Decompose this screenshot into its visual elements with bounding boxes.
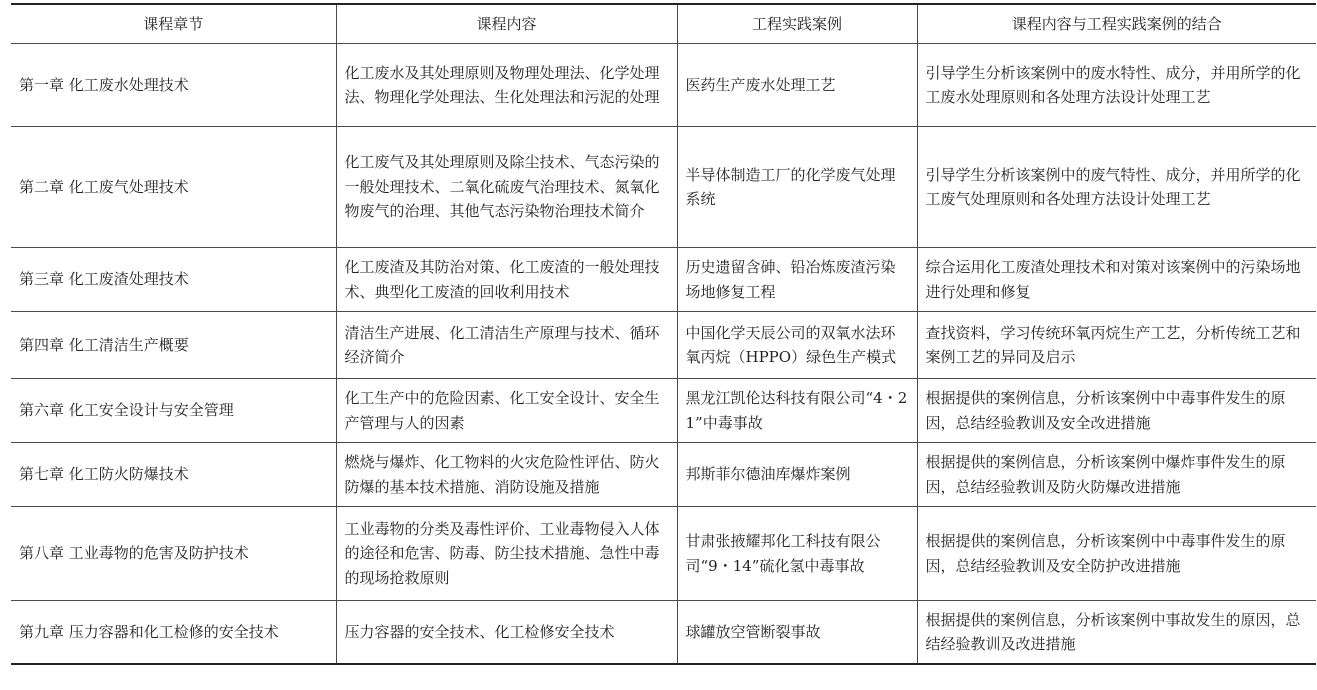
cell-content: 燃烧与爆炸、化工物料的火灾危险性评估、防火防爆的基本技术措施、消防设施及措施 xyxy=(336,443,677,507)
cell-combination: 引导学生分析该案例中的废水特性、成分，并用所学的化工废水处理原则和各处理方法设计处理工艺 xyxy=(917,44,1316,127)
table-row xyxy=(11,248,1316,312)
header-case: 工程实践案例 xyxy=(677,4,917,44)
table-row xyxy=(11,44,1316,127)
table-row xyxy=(11,601,1316,665)
cell-case: 半导体制造工厂的化学废气处理系统 xyxy=(677,127,917,248)
cell-content: 化工废渣及其防治对策、化工废渣的一般处理技术、典型化工废渣的回收利用技术 xyxy=(336,248,677,312)
table-row xyxy=(11,507,1316,601)
cell-combination: 根据提供的案例信息，分析该案例中爆炸事件发生的原因，总结经验教训及防火防爆改进措施 xyxy=(917,443,1316,507)
cell-chapter: 第八章 工业毒物的危害及防护技术 xyxy=(11,507,336,601)
cell-combination: 根据提供的案例信息，分析该案例中事故发生的原因，总结经验教训及改进措施 xyxy=(917,601,1316,665)
course-table-container xyxy=(11,3,1316,665)
cell-chapter: 第六章 化工安全设计与安全管理 xyxy=(11,379,336,443)
cell-combination: 根据提供的案例信息，分析该案例中中毒事件发生的原因，总结经验教训及安全防护改进措施 xyxy=(917,507,1316,601)
cell-chapter: 第三章 化工废渣处理技术 xyxy=(11,248,336,312)
cell-content: 化工生产中的危险因素、化工安全设计、安全生产管理与人的因素 xyxy=(336,379,677,443)
header-chapter: 课程章节 xyxy=(11,4,336,44)
course-table xyxy=(11,3,1316,665)
table-row xyxy=(11,443,1316,507)
cell-case: 历史遗留含砷、铅冶炼废渣污染场地修复工程 xyxy=(677,248,917,312)
cell-chapter: 第一章 化工废水处理技术 xyxy=(11,44,336,127)
table-header-row xyxy=(11,4,1316,44)
table-row xyxy=(11,379,1316,443)
cell-chapter: 第九章 压力容器和化工检修的安全技术 xyxy=(11,601,336,665)
cell-combination: 查找资料，学习传统环氧丙烷生产工艺，分析传统工艺和案例工艺的异同及启示 xyxy=(917,312,1316,379)
cell-combination: 引导学生分析该案例中的废气特性、成分，并用所学的化工废气处理原则和各处理方法设计处理工艺 xyxy=(917,127,1316,248)
cell-case: 球罐放空管断裂事故 xyxy=(677,601,917,665)
cell-content: 压力容器的安全技术、化工检修安全技术 xyxy=(336,601,677,665)
cell-combination: 根据提供的案例信息，分析该案例中中毒事件发生的原因，总结经验教训及安全改进措施 xyxy=(917,379,1316,443)
cell-case: 中国化学天辰公司的双氧水法环氧丙烷（HPPO）绿色生产模式 xyxy=(677,312,917,379)
cell-content: 化工废气及其处理原则及除尘技术、气态污染的一般处理技术、二氧化硫废气治理技术、氮氧化物废气的治理、其他气态污染物治理技术简介 xyxy=(336,127,677,248)
cell-content: 工业毒物的分类及毒性评价、工业毒物侵入人体的途径和危害、防毒、防尘技术措施、急性中毒的现场抢救原则 xyxy=(336,507,677,601)
cell-chapter: 第七章 化工防火防爆技术 xyxy=(11,443,336,507)
cell-case: 黑龙江凯伦达科技有限公司“4・21”中毒事故 xyxy=(677,379,917,443)
cell-case: 邦斯菲尔德油库爆炸案例 xyxy=(677,443,917,507)
table-row xyxy=(11,312,1316,379)
cell-content: 化工废水及其处理原则及物理处理法、化学处理法、物理化学处理法、生化处理法和污泥的处理 xyxy=(336,44,677,127)
cell-case: 医药生产废水处理工艺 xyxy=(677,44,917,127)
header-content: 课程内容 xyxy=(336,4,677,44)
cell-chapter: 第四章 化工清洁生产概要 xyxy=(11,312,336,379)
cell-chapter: 第二章 化工废气处理技术 xyxy=(11,127,336,248)
cell-combination: 综合运用化工废渣处理技术和对策对该案例中的污染场地进行处理和修复 xyxy=(917,248,1316,312)
header-combination: 课程内容与工程实践案例的结合 xyxy=(917,4,1316,44)
cell-content: 清洁生产进展、化工清洁生产原理与技术、循环经济简介 xyxy=(336,312,677,379)
table-row xyxy=(11,127,1316,248)
cell-case: 甘肃张掖耀邦化工科技有限公司“9・14”硫化氢中毒事故 xyxy=(677,507,917,601)
